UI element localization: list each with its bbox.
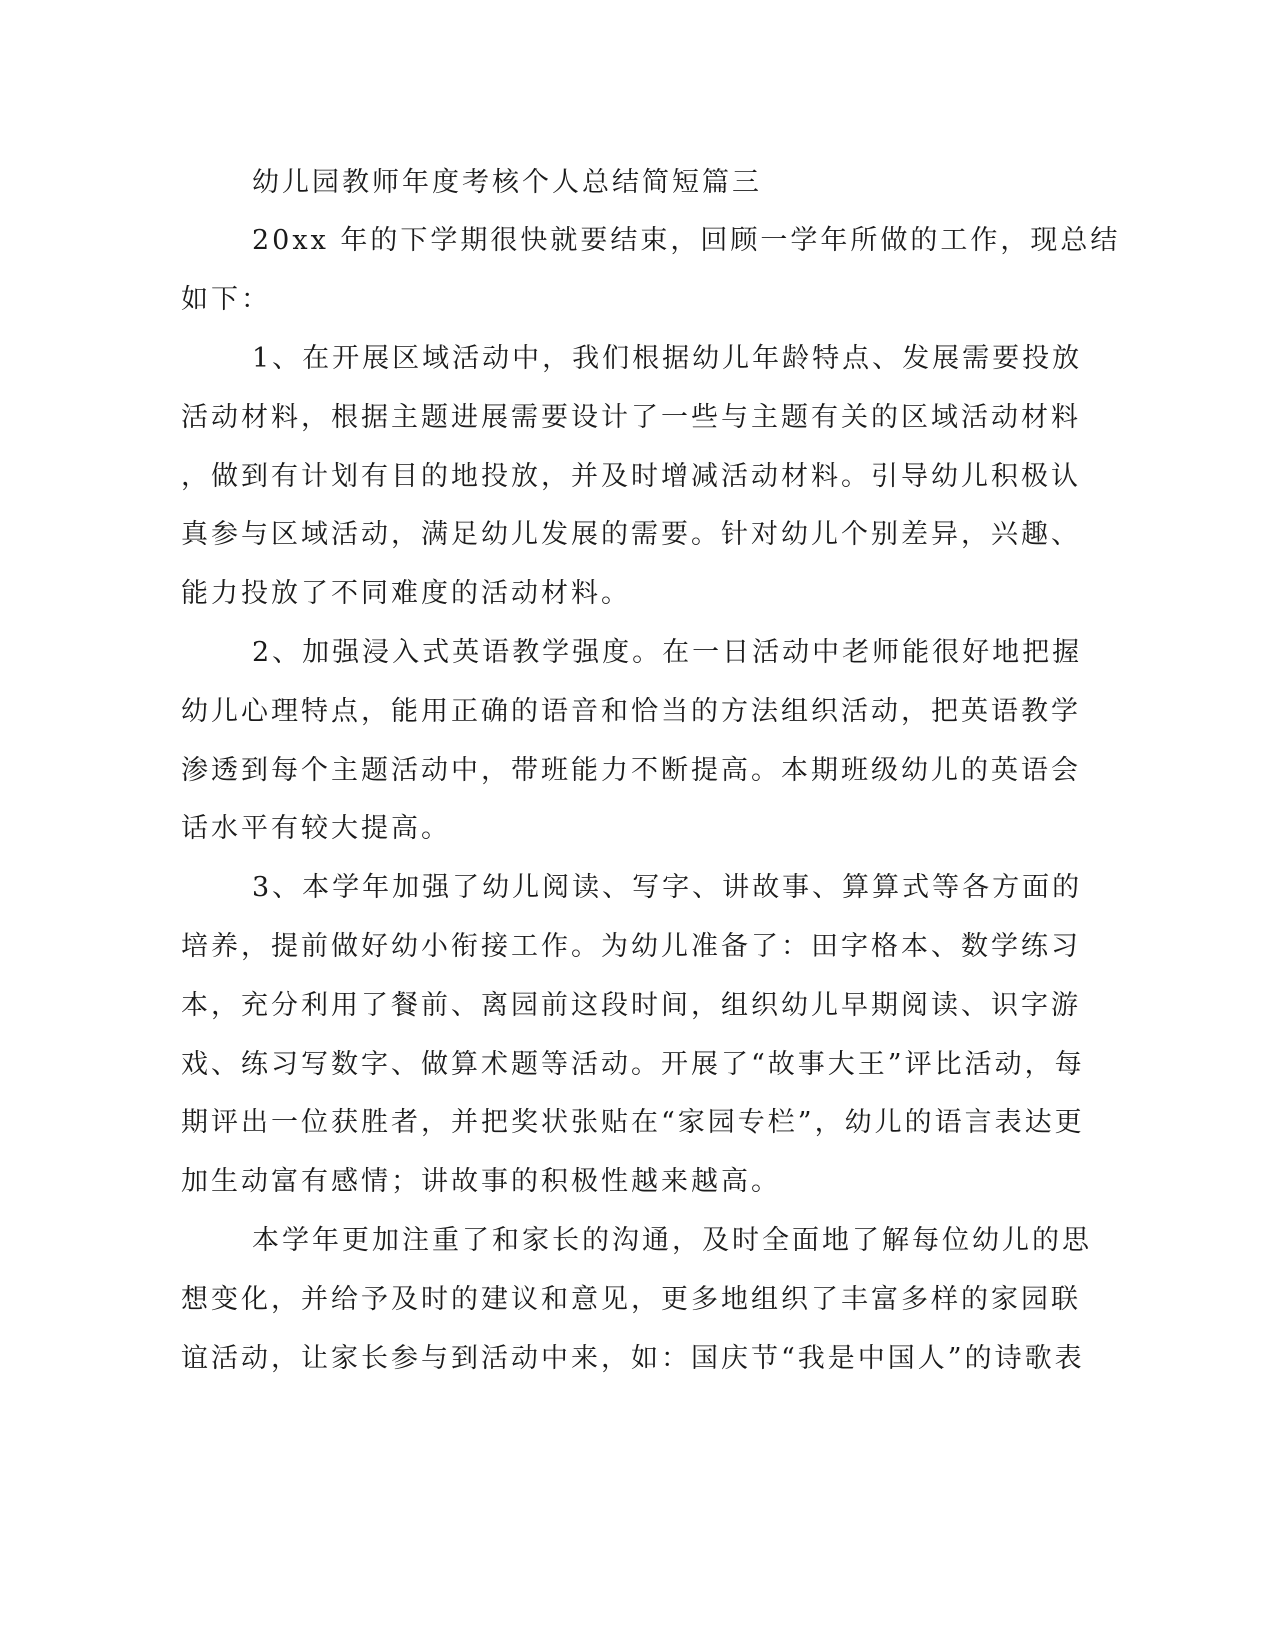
paragraph-line: 活动材料，根据主题进展需要设计了一些与主题有关的区域活动材料: [181, 402, 1081, 433]
paragraph-line: ，做到有计划有目的地投放，并及时增减活动材料。引导幼儿积极认: [181, 461, 1081, 492]
paragraph-line: 真参与区域活动，满足幼儿发展的需要。针对幼儿个别差异，兴趣、: [181, 519, 1081, 550]
paragraph-line: 2、加强浸入式英语教学强度。在一日活动中老师能很好地把握: [252, 637, 1083, 668]
paragraph-line: 如下：: [181, 284, 271, 315]
paragraph-line: 渗透到每个主题活动中，带班能力不断提高。本期班级幼儿的英语会: [181, 755, 1081, 786]
paragraph-line: 期评出一位获胜者，并把奖状张贴在“家园专栏”，幼儿的语言表达更: [181, 1107, 1085, 1138]
paragraph-line: 20xx 年的下学期很快就要结束，回顾一学年所做的工作，现总结: [252, 225, 1121, 256]
paragraph-line: 本学年更加注重了和家长的沟通，及时全面地了解每位幼儿的思: [252, 1225, 1092, 1256]
paragraph-line: 1、在开展区域活动中，我们根据幼儿年龄特点、发展需要投放: [252, 343, 1083, 374]
document-title: 幼儿园教师年度考核个人总结简短篇三: [252, 167, 762, 198]
paragraph-line: 想变化，并给予及时的建议和意见，更多地组织了丰富多样的家园联: [181, 1284, 1081, 1315]
paragraph-line: 戏、练习写数字、做算术题等活动。开展了“故事大王”评比活动，每: [181, 1049, 1085, 1080]
paragraph-line: 3、本学年加强了幼儿阅读、写字、讲故事、算算式等各方面的: [252, 872, 1083, 903]
paragraph-line: 本，充分利用了餐前、离园前这段时间，组织幼儿早期阅读、识字游: [181, 990, 1081, 1021]
paragraph-line: 幼儿心理特点，能用正确的语音和恰当的方法组织活动，把英语教学: [181, 696, 1081, 727]
paragraph-line: 谊活动，让家长参与到活动中来，如：国庆节“我是中国人”的诗歌表: [181, 1343, 1085, 1374]
paragraph-line: 培养，提前做好幼小衔接工作。为幼儿准备了：田字格本、数学练习: [181, 931, 1081, 962]
paragraph-line: 加生动富有感情；讲故事的积极性越来越高。: [181, 1166, 781, 1197]
paragraph-line: 能力投放了不同难度的活动材料。: [181, 578, 631, 609]
paragraph-line: 话水平有较大提高。: [181, 813, 451, 844]
